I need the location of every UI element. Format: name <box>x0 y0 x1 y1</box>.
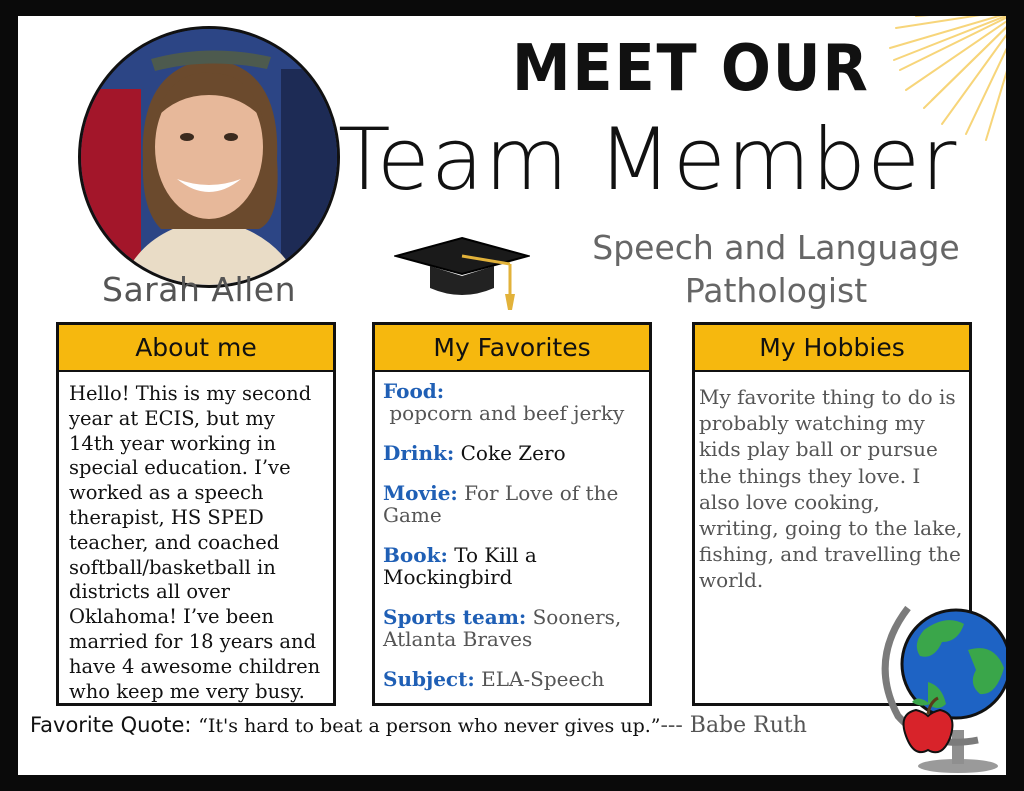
team-member-poster <box>18 16 1006 775</box>
favorite-value: Sooners, Atlanta Braves <box>383 605 622 651</box>
quote-label: Favorite Quote: <box>30 713 192 737</box>
favorite-label: Sports team: <box>383 605 527 629</box>
member-name: Sarah Allen <box>102 270 296 309</box>
hobbies-heading: My Hobbies <box>695 325 969 372</box>
about-me-heading: About me <box>59 325 333 372</box>
favorite-quote <box>30 713 807 738</box>
favorite-value: popcorn and beef jerky <box>383 401 625 425</box>
profile-photo <box>78 26 340 288</box>
favorite-label: Drink: <box>383 441 455 465</box>
favorites-list <box>375 372 649 690</box>
quote-attribution: --- Babe Ruth <box>660 713 807 738</box>
graduation-cap-icon <box>394 236 530 316</box>
favorite-movie <box>383 482 643 526</box>
favorite-value: Coke Zero <box>460 441 566 465</box>
favorite-label: Book: <box>383 543 448 567</box>
about-me-card <box>56 322 336 706</box>
member-role: Speech and Language Pathologist <box>592 228 960 310</box>
favorite-label: Movie: <box>383 481 458 505</box>
favorite-value: ELA-Speech <box>481 667 605 691</box>
favorite-value: To Kill a Mockingbird <box>383 543 537 589</box>
globe-and-apple-icon <box>868 590 1006 775</box>
favorites-heading: My Favorites <box>375 325 649 372</box>
favorite-label: Food: <box>383 379 445 403</box>
favorite-label: Subject: <box>383 667 475 691</box>
favorite-drink <box>383 442 643 464</box>
portrait-illustration <box>81 29 337 285</box>
about-me-text: Hello! This is my second year at ECIS, but my 14th year working in special education. I’ve worked as a speech therapist, HS SPED teacher, and coached softball/basketball in districts all over Oklahoma! I’ve been married for 18 years and have 4 awesome children who keep me very busy. <box>69 382 321 703</box>
favorite-sports-team <box>383 606 643 650</box>
favorites-card <box>372 322 652 706</box>
title-meet-our: MEET OUR <box>512 32 870 106</box>
favorite-book <box>383 544 643 588</box>
favorite-value: For Love of the Game <box>383 481 619 527</box>
favorite-subject <box>383 668 643 690</box>
favorite-food <box>383 380 643 424</box>
quote-text: “It's hard to beat a person who never gives up.” <box>198 715 661 737</box>
title-team-member: Team Member <box>338 110 958 210</box>
hobbies-text: My favorite thing to do is probably watching my kids play ball or pursue the things they love. I also love cooking, writing, going to the lake, fishing, and travelling the world. <box>699 385 963 593</box>
